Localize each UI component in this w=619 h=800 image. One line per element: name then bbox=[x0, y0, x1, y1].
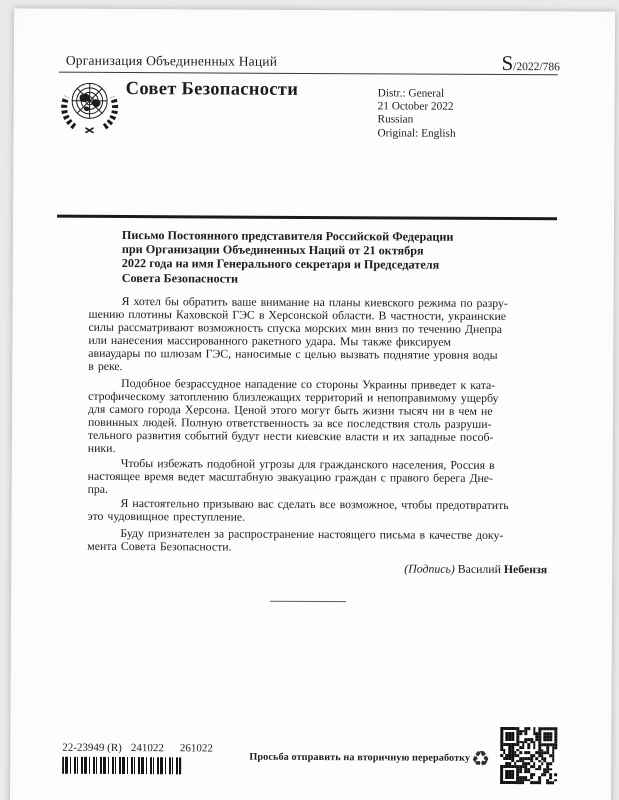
document-symbol-letter: S bbox=[501, 50, 514, 76]
distr-date: 21 October 2022 bbox=[377, 100, 454, 113]
recycle-notice: Просьба отправить на вторичную переработку bbox=[249, 751, 471, 764]
barcode bbox=[62, 757, 181, 775]
signatory-surname: Небензя bbox=[503, 562, 548, 577]
distribution-block bbox=[377, 87, 455, 140]
distr-original: Original: English bbox=[377, 126, 456, 140]
letter-paragraph: Подобное безрассудное нападение со стороны Украины приведет к ката- строфическому затоплению близлежащих территорий и непоправимому ущербу для самого города Херсона. Ценой этого могут быть жизни тысяч ни в чем не повинных людей. Полную ответственность за все последствия столь разруши- тельного развития событий будут нести киевские власти и их западные пособ- ники. bbox=[87, 375, 499, 455]
header-rule bbox=[59, 72, 558, 76]
letter-paragraph: Я настоятельно призываю вас сделать все возможное, чтобы предотвратить это чудовищное преступление. bbox=[87, 495, 509, 524]
letter-paragraph: Чтобы избежать подобной угрозы для гражданского населения, Россия в настоящее время ведет масштабную эвакуацию граждан с правого берега Дне- пра. bbox=[87, 455, 495, 496]
letter-paragraph: Буду признателен за распространение настоящего письма в качестве доку- мента Совета Безопасности. bbox=[87, 525, 504, 554]
un-emblem-icon bbox=[57, 76, 121, 136]
distr-language: Russian bbox=[377, 113, 414, 126]
date-code-1: 241022 bbox=[130, 742, 164, 755]
end-divider bbox=[270, 601, 346, 602]
signature-label: (Подпись) bbox=[404, 561, 455, 576]
distr-line: Distr.: General bbox=[377, 87, 445, 100]
signatory-name: Василий bbox=[454, 561, 504, 577]
title-rule bbox=[57, 215, 557, 221]
signature-line bbox=[87, 560, 547, 577]
document-symbol bbox=[501, 51, 559, 76]
document-page bbox=[10, 8, 615, 800]
letter-paragraph: Я хотел бы обратить ваше внимание на планы киевского режима по разру- шению плотины Каховской ГЭС в Херсонской области. В частности, украинские силы рассматривают возможность спуска морских мин вниз по течению Днепра или нанесения массированного ракетного удара. Мы также фиксируем авиаудары по шлюзам ГЭС, наносимые с целью вызвать поднятие уровня воды в реке. bbox=[88, 293, 508, 373]
org-name: Организация Объединенных Наций bbox=[65, 52, 278, 69]
footer-codes bbox=[62, 742, 213, 755]
document-symbol-number: /2022/786 bbox=[513, 61, 560, 74]
date-code-2: 261022 bbox=[179, 742, 213, 755]
organ-title: Совет Безопасности bbox=[125, 79, 299, 100]
recycle-icon: ♻ bbox=[471, 746, 491, 771]
letter-title: Письмо Постоянного представителя Российской Федерации при Организации Объединенных Наций от 21 октября 2022 года на имя Генерального секретаря и Председателя Совета Безопасности bbox=[121, 227, 454, 286]
job-number: 22-23949 (R) bbox=[62, 741, 122, 755]
qr-code bbox=[500, 727, 557, 784]
